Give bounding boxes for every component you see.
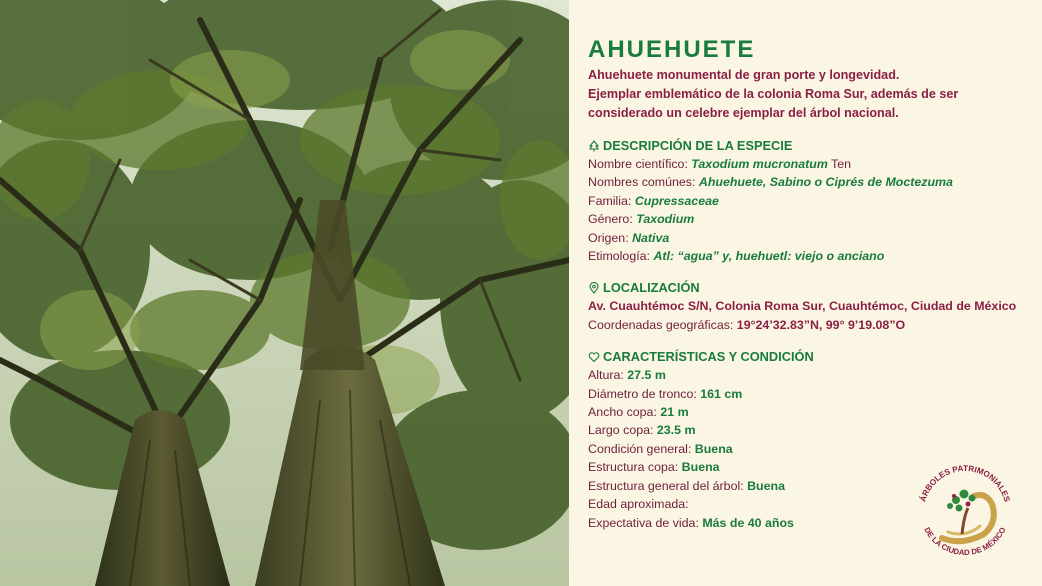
page-title: AHUEHUETE xyxy=(588,36,756,63)
section-heading-localizacion xyxy=(588,279,1028,297)
logo-top-text: ÁRBOLES PATRIMONIALES xyxy=(918,463,1012,503)
logo-bottom-text: DE LA CIUDAD DE MÉXICO xyxy=(922,525,1008,558)
row-value: Taxodium mucronatum xyxy=(691,157,828,171)
section-heading-caracteristicas xyxy=(588,348,1028,366)
address: Av. Cuauhtémoc S/N, Colonia Roma Sur, Cuauhtémoc, Ciudad de México xyxy=(588,299,1017,314)
section-heading-text: LOCALIZACIÓN xyxy=(603,280,700,296)
row-label: Expectativa de vida: xyxy=(588,515,703,530)
location-pin-icon xyxy=(588,282,600,294)
row-label: Estructura general del árbol: xyxy=(588,478,748,493)
info-row xyxy=(588,366,1028,384)
info-row xyxy=(588,421,1028,439)
row-suffix: Ten xyxy=(827,157,852,171)
row-label: Altura: xyxy=(588,368,628,383)
descripcion-list xyxy=(588,155,1028,265)
row-value: 27.5 m xyxy=(627,368,666,383)
row-value: Cupressaceae xyxy=(634,193,719,208)
row-value: Ahuehuete, Sabino o Ciprés de Moctezuma xyxy=(698,175,953,190)
row-label: Coordenadas geográficas: xyxy=(588,317,737,332)
intro-line: Ejemplar emblemático de la colonia Roma Sur, además de ser xyxy=(588,87,959,101)
row-value: 23.5 m xyxy=(656,423,696,438)
row-value: Buena xyxy=(681,460,720,475)
row-label: Ancho copa: xyxy=(588,405,661,420)
row-label: Nombre científico: xyxy=(588,157,692,171)
intro-line: considerado un celebre ejemplar del árbol nacional. xyxy=(588,106,899,120)
info-row xyxy=(588,247,1028,265)
row-label: Etimología: xyxy=(588,249,654,264)
row-value: Más de 40 años xyxy=(702,515,794,530)
row-label: Origen: xyxy=(588,230,633,245)
intro-line: Ahuehuete monumental de gran porte y longevidad. xyxy=(588,68,900,82)
row-label: Familia: xyxy=(588,193,635,208)
section-heading-text: CARACTERÍSTICAS Y CONDICIÓN xyxy=(603,349,814,365)
row-label: Género: xyxy=(588,212,637,227)
section-heading-text: DESCRIPCIÓN DE LA ESPECIE xyxy=(603,138,793,153)
info-row xyxy=(588,229,1028,247)
row-label: Estructura copa: xyxy=(588,460,682,475)
row-value: 19°24’32.83”N, 99° 9’19.08”O xyxy=(736,317,906,332)
row-value: Buena xyxy=(694,441,733,456)
row-value: Buena xyxy=(747,478,785,493)
info-row xyxy=(588,173,1028,191)
row-value: Taxodium xyxy=(636,212,695,227)
row-value: Nativa xyxy=(632,230,670,245)
row-label: Condición general: xyxy=(588,441,695,456)
coordinates-row xyxy=(588,316,1028,334)
intro-text xyxy=(588,66,1028,123)
row-label: Edad aproximada: xyxy=(588,497,689,512)
info-row xyxy=(588,155,1028,173)
row-value: 21 m xyxy=(660,405,689,420)
section-heading-descripcion xyxy=(588,137,1028,155)
info-row xyxy=(588,210,1028,228)
row-label: Diámetro de tronco: xyxy=(588,386,701,401)
row-label: Nombres comúnes: xyxy=(588,175,699,190)
tree-icon xyxy=(588,140,600,152)
arboles-patrimoniales-logo xyxy=(912,456,1018,562)
row-value: 161 cm xyxy=(700,386,743,401)
info-row xyxy=(588,403,1028,421)
info-row xyxy=(588,385,1028,403)
row-value: Atl: “agua” y, huehuetl: viejo o anciano xyxy=(653,249,885,264)
row-label: Largo copa: xyxy=(588,423,657,438)
heart-icon xyxy=(588,351,600,363)
info-row xyxy=(588,192,1028,210)
